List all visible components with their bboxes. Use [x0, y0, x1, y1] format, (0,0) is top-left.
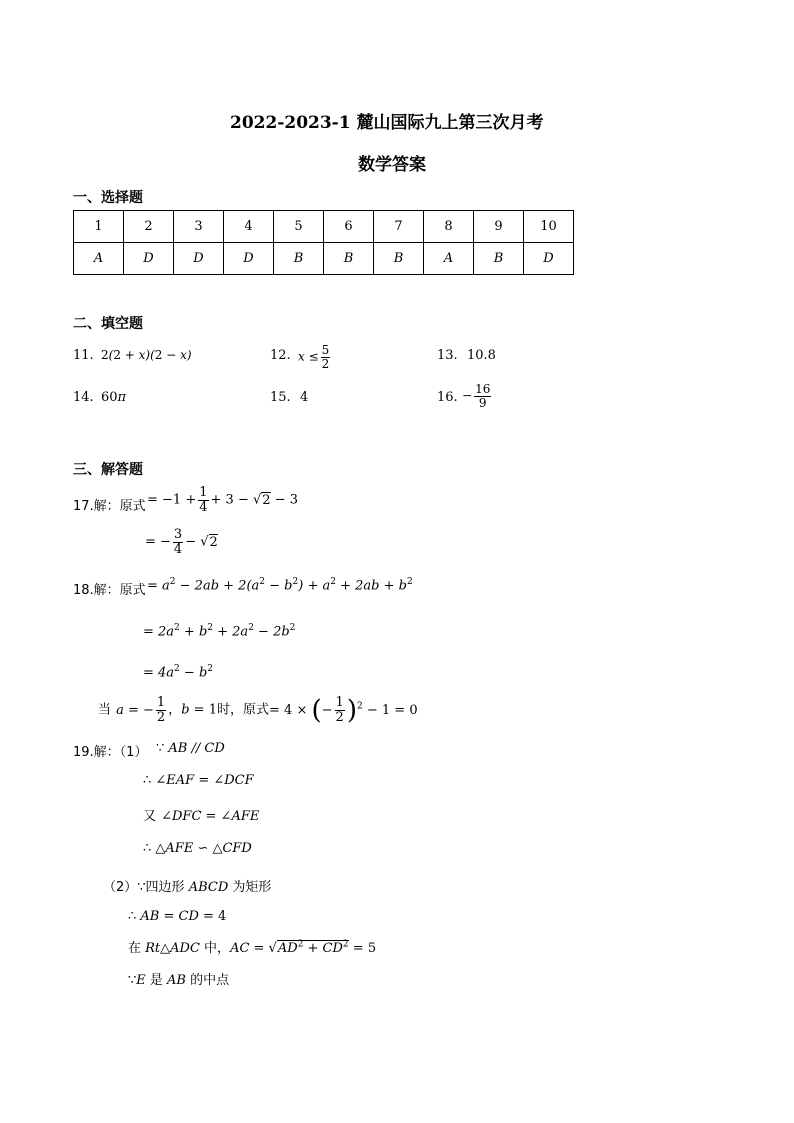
fill-label-12: 12. — [270, 348, 291, 363]
fill-label-15: 15. — [270, 390, 291, 405]
q17-label: 17.解：原式 — [73, 499, 146, 514]
question-number: 9 — [474, 211, 524, 243]
choice-answer: D — [124, 243, 174, 275]
choice-answer: A — [74, 243, 124, 275]
question-number: 5 — [274, 211, 324, 243]
answer-table-answer-row — [74, 243, 574, 275]
q19-p2-line2: ∴ AB = CD = 4 — [128, 909, 227, 924]
question-number: 4 — [224, 211, 274, 243]
page-subtitle: 数学答案 — [358, 155, 426, 175]
q18-when: 当 — [98, 702, 112, 718]
choice-answer: D — [174, 243, 224, 275]
section2-heading: 二、填空题 — [73, 316, 143, 332]
fill-label-11: 11. — [73, 348, 94, 363]
q17-line1: = −1 + $\frac{1}{4}$ + 3 − √2 − 3 — [147, 485, 299, 515]
q19-p1-line4: ∴ △AFE ∽ △CFD — [143, 841, 252, 856]
choice-answer: B — [474, 243, 524, 275]
q18-mid: 时，原式 — [216, 702, 269, 718]
choice-answer: B — [374, 243, 424, 275]
fill-answer-14: 60π — [101, 390, 127, 405]
q18-line1: = $a^2 - 2ab + 2(a^2 - b^2) + a^2 + 2ab + b^2$ — [147, 577, 413, 594]
answer-table-number-row — [74, 211, 574, 243]
q18-label: 18.解：原式 — [73, 583, 146, 598]
q17-line2: = − $\frac{3}{4}$ − √2 — [145, 527, 218, 557]
q19-p2-line3: 在 Rt△ADC 中，AC = $√AD^2 + CD^2 = 5$ — [128, 939, 377, 956]
q19-p2-line1: （2）∵四边形 ABCD 为矩形 — [103, 880, 272, 895]
question-number: 2 — [124, 211, 174, 243]
fill-answer-13: 10.8 — [467, 348, 496, 363]
page-title: 2022-2023-1 麓山国际九上第三次月考 — [230, 113, 544, 133]
answer-table — [73, 210, 574, 275]
q19-p2-label: （2） — [103, 880, 138, 895]
q18-line4: 当 a = − $\frac{1}{2}$ ，b = 1时，原式= 4 × (− $\frac{1}{2}$ )$^2$ − 1 = 0 — [98, 695, 418, 726]
question-number: 8 — [424, 211, 474, 243]
q19-p1-line1: ∵ AB // CD — [156, 741, 225, 756]
fill-answer-15: 4 — [300, 390, 309, 405]
fill-label-16: 16. — [437, 390, 458, 405]
q18-line3: = $4a^2 - b^2$ — [143, 664, 213, 681]
section3-heading: 三、解答题 — [73, 462, 143, 478]
choice-answer: B — [274, 243, 324, 275]
choice-answer: A — [424, 243, 474, 275]
fill-label-13: 13. — [437, 348, 458, 363]
fill-answer-12: x ≤ $\frac{5}{2}$ — [298, 343, 330, 371]
choice-answer: D — [224, 243, 274, 275]
q19-p1-line2: ∴ ∠EAF = ∠DCF — [143, 773, 254, 788]
choice-answer: B — [324, 243, 374, 275]
fill-label-14: 14. — [73, 390, 94, 405]
section1-heading: 一、选择题 — [73, 190, 143, 206]
question-number: 1 — [74, 211, 124, 243]
fill-answer-11: 2(2 + x)(2 − x) — [101, 348, 192, 362]
choice-answer: D — [524, 243, 574, 275]
q19-label: 19.解：（1） — [73, 745, 148, 760]
question-number: 10 — [524, 211, 574, 243]
q18-line2: = $2a^2 + b^2 + 2a^2 - 2b^2$ — [143, 623, 296, 640]
question-number: 6 — [324, 211, 374, 243]
q19-p1-line3: 又 ∠DFC = ∠AFE — [143, 809, 260, 824]
q19-p2-line4: ∵E 是 AB 的中点 — [128, 973, 230, 988]
fill-answer-16: − $\frac{16}{9}$ — [462, 382, 491, 410]
question-number: 7 — [374, 211, 424, 243]
question-number: 3 — [174, 211, 224, 243]
